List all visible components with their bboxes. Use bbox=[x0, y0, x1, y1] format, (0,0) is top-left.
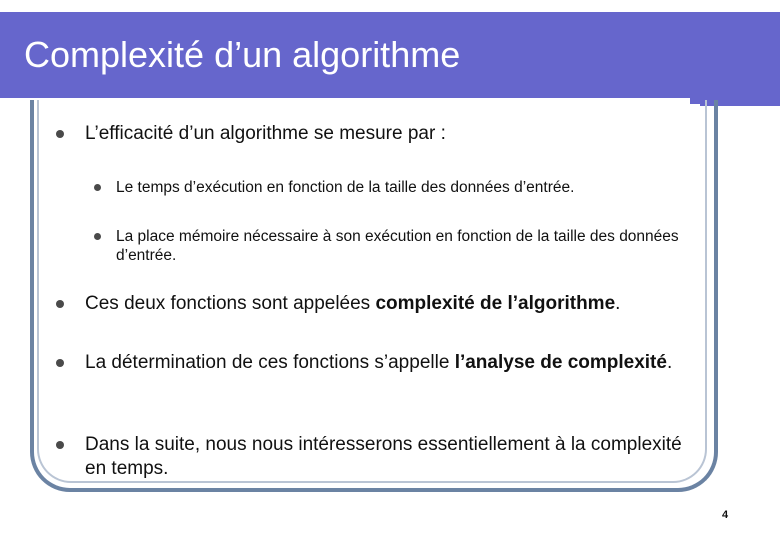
bullet-item-time-complexity bbox=[85, 433, 705, 481]
sub-bullet-text: Le temps d’exécution en fonction de la taille des données d’entrée. bbox=[116, 179, 575, 196]
page-number: 4 bbox=[722, 509, 729, 521]
bullet-dot-icon bbox=[56, 441, 64, 449]
bullet-dot-icon bbox=[56, 130, 64, 138]
bullet-dot-icon bbox=[94, 184, 101, 191]
sub-bullet-item-time bbox=[116, 178, 706, 197]
sub-bullet-text: La place mémoire nécessaire à son exécution en fonction de la taille des données d’entrée. bbox=[116, 228, 679, 264]
bullet-item-complexity-analysis bbox=[85, 351, 705, 375]
bullet-text-bold: complexité de l’algorithme bbox=[375, 293, 616, 314]
bullet-item-complexity-definition bbox=[85, 292, 705, 316]
bullet-item-efficiency bbox=[85, 122, 705, 146]
bullet-text-before: Ces deux fonctions sont appelées bbox=[85, 293, 376, 314]
slide-title: Complexité d’un algorithme bbox=[24, 34, 461, 75]
bullet-dot-icon bbox=[56, 300, 64, 308]
sub-bullet-item-memory bbox=[116, 227, 706, 265]
bullet-text-before: La détermination de ces fonctions s’appelle bbox=[85, 352, 455, 373]
bullet-text: L’efficacité d’un algorithme se mesure par : bbox=[85, 123, 446, 144]
bullet-text-bold: l’analyse de complexité bbox=[454, 352, 667, 373]
bullet-dot-icon bbox=[94, 233, 101, 240]
bullet-dot-icon bbox=[56, 359, 64, 367]
bullet-text-after: . bbox=[615, 293, 621, 314]
bullet-text: Dans la suite, nous nous intéresserons essentiellement à la complexité en temps. bbox=[85, 434, 682, 479]
bullet-text-after: . bbox=[666, 352, 673, 373]
